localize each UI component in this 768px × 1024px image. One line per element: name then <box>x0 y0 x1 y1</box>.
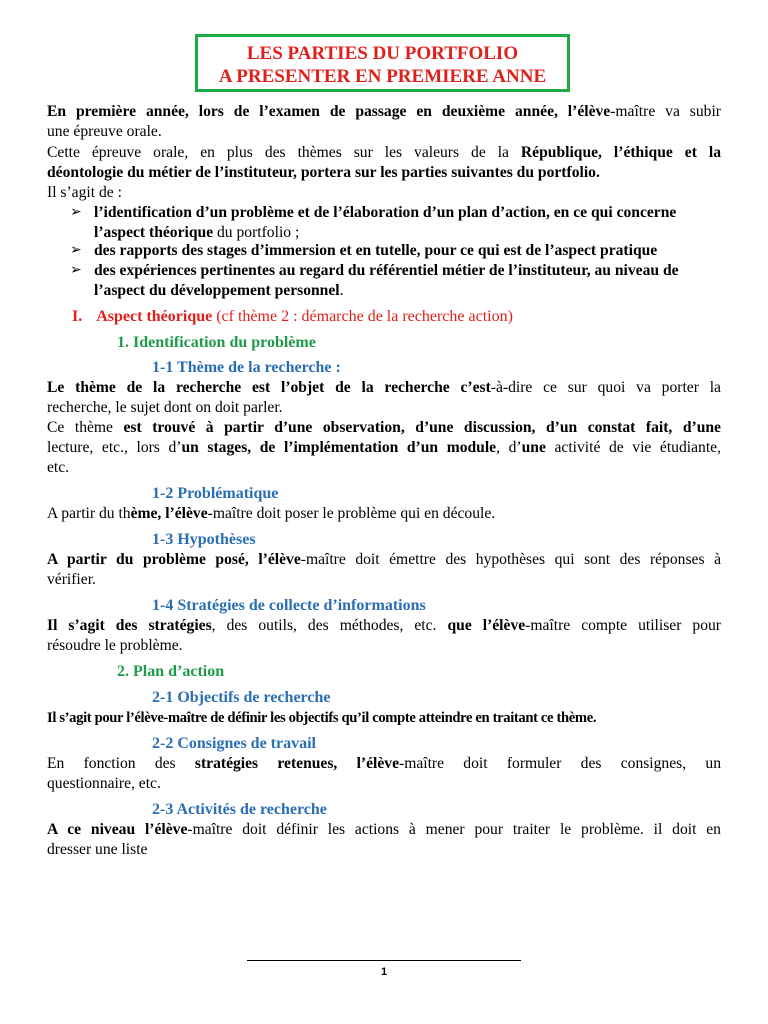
heading-2-3: 2-3 Activités de recherche <box>152 801 327 818</box>
bullet-text: . <box>339 282 344 299</box>
title-line-1: LES PARTIES DU PORTFOLIO <box>246 43 519 64</box>
bullet-text: l’aspect théorique <box>94 224 214 241</box>
intro-line-5: Il s’agit de : <box>47 184 122 201</box>
para-2-1-line-1: Il s’agit pour l’élève-maître de définir les objectifs qu’il compte atteindre en traitant ce thème. <box>47 710 597 726</box>
para-text: Il s’agit des stratégies <box>47 617 212 634</box>
intro-text: République, l’éthique et la <box>520 144 721 161</box>
section-title: Aspect théorique <box>96 308 213 325</box>
intro-line-3 <box>47 143 721 163</box>
para-text: -maître doit émettre des hypothèses qui sont des réponses à <box>300 551 721 568</box>
intro-line-4: déontologie du métier de l’instituteur, portera sur les parties suivantes du portfolio. <box>47 164 600 181</box>
para-text: Le thème de la recherche est l’objet de la recherche c’est <box>47 379 491 396</box>
para-2-3-line-1 <box>47 820 721 840</box>
para-text: A partir du th <box>47 505 131 522</box>
para-2-2-line-2: questionnaire, etc. <box>47 775 161 792</box>
para-1-1-line-4 <box>47 438 721 458</box>
bullet-item-3-cont <box>94 281 344 301</box>
para-text: stratégies retenues, l’élève <box>194 755 399 772</box>
para-text: -maître compte utiliser pour <box>525 617 721 634</box>
para-text: , des outils, des méthodes, etc. <box>211 617 448 634</box>
intro-line-2: une épreuve orale. <box>47 123 162 140</box>
para-2-2-line-1 <box>47 754 721 774</box>
para-2-3-line-2: dresser une liste <box>47 841 148 858</box>
bullet-arrow-icon: ➢ <box>70 243 82 258</box>
section-note: (cf thème 2 : démarche de la recherche action) <box>212 308 513 325</box>
bullet-item-2: des rapports des stages d’immersion et en tutelle, pour ce qui est de l’aspect pratique <box>94 242 658 259</box>
para-text: -maître doit formuler des consignes, un <box>399 755 721 772</box>
bullet-item-1: l’identification d’un problème et de l’élaboration d’un plan d’action, en ce qui concerne <box>94 204 677 221</box>
bullet-text: l’aspect du développement personnel <box>94 282 340 299</box>
heading-1-4: 1-4 Stratégies de collecte d’informations <box>152 597 426 614</box>
para-1-1-line-1 <box>47 378 721 398</box>
bullet-text: du portfolio ; <box>213 224 300 241</box>
section-1-heading <box>72 307 513 327</box>
para-text: En fonction des <box>47 755 195 772</box>
intro-text: Cette épreuve orale, en plus des thèmes sur les valeurs de la <box>47 144 521 161</box>
para-text: , d’ <box>496 439 522 456</box>
para-text: -maître doit poser le problème qui en découle. <box>207 505 496 522</box>
subsection-1-heading: 1. Identification du problème <box>117 334 316 351</box>
para-text: un stages, de l’implémentation d’un module <box>181 439 497 456</box>
para-text: -maître doit définir les actions à mener pour traiter le problème. il doit en <box>187 821 721 838</box>
heading-1-3: 1-3 Hypothèses <box>152 531 256 548</box>
bullet-item-1-cont <box>94 223 299 243</box>
para-1-1-line-5: etc. <box>47 459 70 476</box>
bullet-arrow-icon: ➢ <box>70 205 82 220</box>
para-1-1-line-2: recherche, le sujet dont on doit parler. <box>47 399 283 416</box>
para-1-4-line-2: résoudre le problème. <box>47 637 183 654</box>
para-1-1-line-3 <box>47 418 721 438</box>
para-text: ème, l’élève <box>130 505 208 522</box>
document-title-box <box>195 34 570 92</box>
para-text: A ce niveau l’élève <box>47 821 188 838</box>
para-text: -à-dire ce sur quoi va porter la <box>490 379 721 396</box>
para-text: A partir du problème posé, l’élève <box>47 551 301 568</box>
para-1-2-line-1 <box>47 504 495 524</box>
footer-rule <box>247 960 521 961</box>
para-text: une <box>521 439 546 456</box>
para-text: est trouvé à partir d’une observation, d’une discussion, d’un constat fait, d’une <box>123 419 721 436</box>
para-1-3-line-2: vérifier. <box>47 571 96 588</box>
bullet-arrow-icon: ➢ <box>70 263 82 278</box>
intro-text: -maître va subir <box>610 103 721 120</box>
para-text: Ce thème <box>47 419 124 436</box>
intro-text: En première année, lors de l’examen de passage en deuxième année, l’élève <box>47 103 611 120</box>
page-number: 1 <box>380 966 388 978</box>
heading-2-1: 2-1 Objectifs de recherche <box>152 689 331 706</box>
para-1-4-line-1 <box>47 616 721 636</box>
heading-2-2: 2-2 Consignes de travail <box>152 735 316 752</box>
heading-1-2: 1-2 Problématique <box>152 485 279 502</box>
section-number: I. <box>72 308 83 325</box>
subsection-2-heading: 2. Plan d’action <box>117 663 225 680</box>
intro-line-1 <box>47 102 721 122</box>
para-text: lecture, etc., lors d’ <box>47 439 182 456</box>
heading-1-1: 1-1 Thème de la recherche : <box>152 359 341 376</box>
para-text: activité de vie étudiante, <box>545 439 721 456</box>
bullet-item-3: des expériences pertinentes au regard du référentiel métier de l’instituteur, au niveau de <box>94 262 679 279</box>
para-1-3-line-1 <box>47 550 721 570</box>
title-line-2: A PRESENTER EN PREMIERE ANNE <box>218 66 547 87</box>
para-text: que l’élève <box>447 617 526 634</box>
